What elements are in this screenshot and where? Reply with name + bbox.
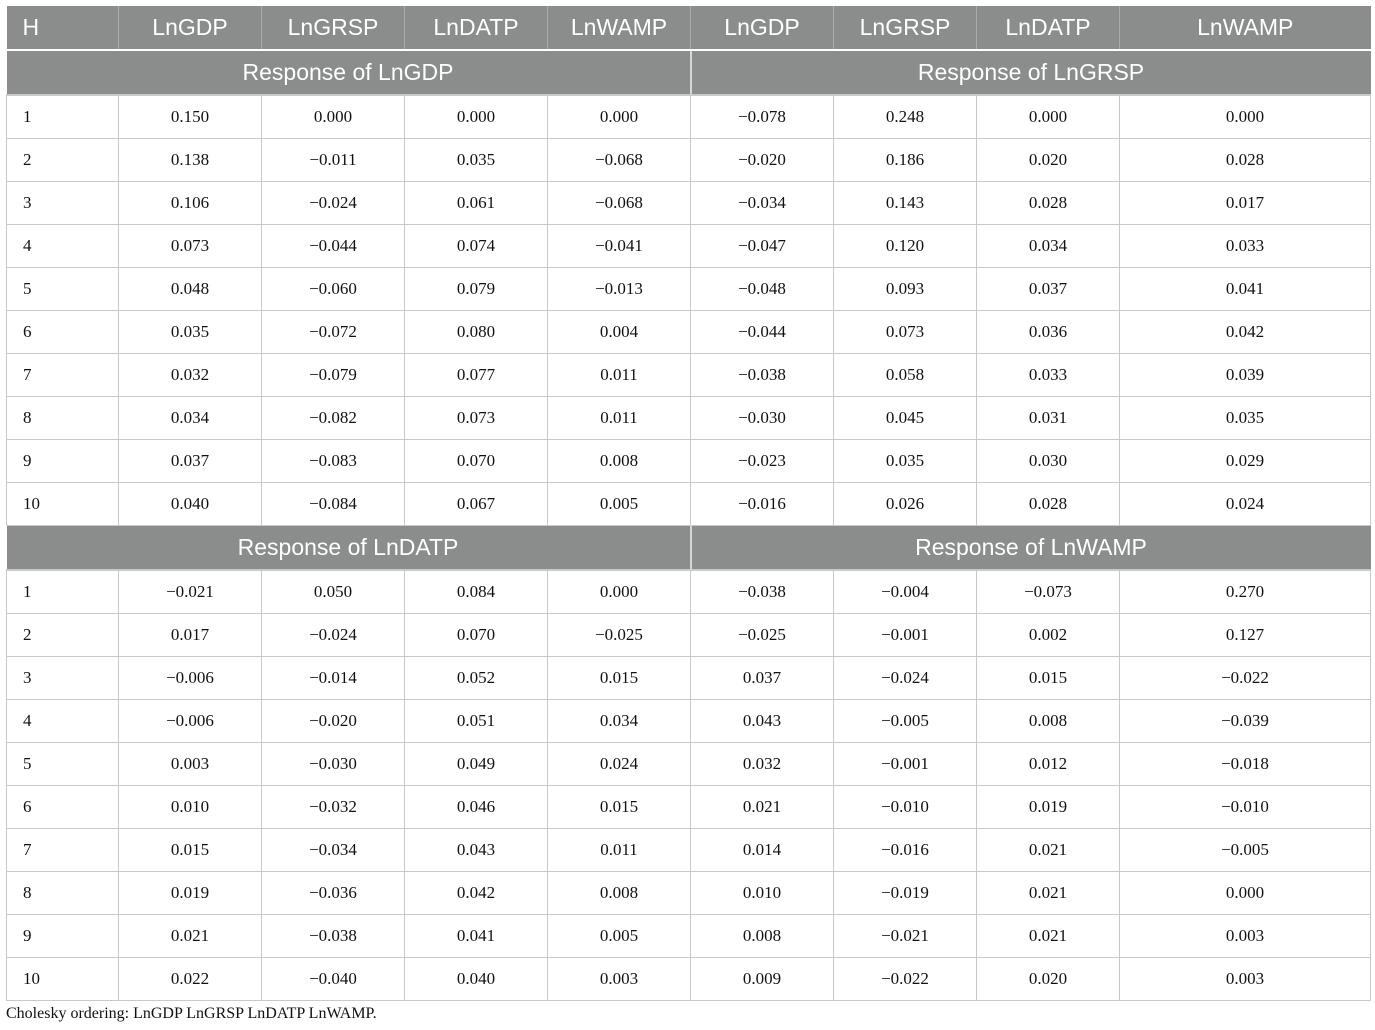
value-cell: 0.073 — [834, 311, 977, 354]
value-cell: −0.010 — [1120, 786, 1371, 829]
value-cell: 0.005 — [548, 483, 691, 526]
value-cell: 0.051 — [405, 700, 548, 743]
value-cell: −0.073 — [977, 570, 1120, 614]
value-cell: 0.058 — [834, 354, 977, 397]
value-cell: 0.041 — [1120, 268, 1371, 311]
value-cell: 0.019 — [977, 786, 1120, 829]
value-cell: 0.028 — [977, 182, 1120, 225]
value-cell: 0.008 — [548, 872, 691, 915]
value-cell: 0.000 — [262, 95, 405, 139]
value-cell: −0.068 — [548, 139, 691, 182]
value-cell: −0.006 — [119, 657, 262, 700]
value-cell: −0.030 — [262, 743, 405, 786]
value-cell: 0.008 — [977, 700, 1120, 743]
horizon-cell: 8 — [7, 397, 119, 440]
value-cell: 0.050 — [262, 570, 405, 614]
section-header-row — [7, 50, 1371, 95]
value-cell: −0.072 — [262, 311, 405, 354]
table-row — [7, 397, 1371, 440]
value-cell: 0.035 — [1120, 397, 1371, 440]
horizon-cell: 5 — [7, 268, 119, 311]
value-cell: 0.021 — [119, 915, 262, 958]
value-cell: 0.002 — [977, 614, 1120, 657]
value-cell: −0.047 — [691, 225, 834, 268]
value-cell: 0.040 — [405, 958, 548, 1001]
value-cell: 0.040 — [119, 483, 262, 526]
value-cell: −0.034 — [262, 829, 405, 872]
horizon-cell: 6 — [7, 786, 119, 829]
horizon-cell: 2 — [7, 614, 119, 657]
column-header-lngrsp-right: LnGRSP — [834, 6, 977, 50]
table-row — [7, 700, 1371, 743]
value-cell: −0.023 — [691, 440, 834, 483]
table-row — [7, 311, 1371, 354]
value-cell: −0.014 — [262, 657, 405, 700]
value-cell: −0.013 — [548, 268, 691, 311]
value-cell: −0.041 — [548, 225, 691, 268]
table-row — [7, 354, 1371, 397]
horizon-cell: 4 — [7, 225, 119, 268]
value-cell: −0.001 — [834, 614, 977, 657]
value-cell: 0.127 — [1120, 614, 1371, 657]
table-row — [7, 743, 1371, 786]
impulse-response-table — [6, 6, 1371, 1001]
section-title-left: Response of LnGDP — [7, 50, 691, 95]
value-cell: −0.024 — [834, 657, 977, 700]
value-cell: 0.005 — [548, 915, 691, 958]
value-cell: −0.068 — [548, 182, 691, 225]
value-cell: −0.038 — [262, 915, 405, 958]
value-cell: 0.079 — [405, 268, 548, 311]
table-row — [7, 139, 1371, 182]
value-cell: 0.052 — [405, 657, 548, 700]
horizon-cell: 1 — [7, 570, 119, 614]
value-cell: 0.106 — [119, 182, 262, 225]
table-body — [7, 50, 1371, 1001]
value-cell: −0.016 — [834, 829, 977, 872]
table-row — [7, 657, 1371, 700]
table-row — [7, 786, 1371, 829]
value-cell: −0.020 — [691, 139, 834, 182]
value-cell: 0.120 — [834, 225, 977, 268]
value-cell: −0.016 — [691, 483, 834, 526]
table-row — [7, 483, 1371, 526]
value-cell: −0.044 — [691, 311, 834, 354]
value-cell: 0.000 — [548, 95, 691, 139]
value-cell: 0.039 — [1120, 354, 1371, 397]
value-cell: 0.019 — [119, 872, 262, 915]
value-cell: 0.270 — [1120, 570, 1371, 614]
value-cell: 0.032 — [119, 354, 262, 397]
value-cell: 0.021 — [977, 829, 1120, 872]
value-cell: −0.025 — [548, 614, 691, 657]
value-cell: 0.048 — [119, 268, 262, 311]
value-cell: −0.021 — [119, 570, 262, 614]
value-cell: −0.024 — [262, 182, 405, 225]
value-cell: 0.036 — [977, 311, 1120, 354]
value-cell: 0.073 — [119, 225, 262, 268]
value-cell: 0.150 — [119, 95, 262, 139]
value-cell: 0.011 — [548, 397, 691, 440]
value-cell: 0.034 — [548, 700, 691, 743]
value-cell: −0.030 — [691, 397, 834, 440]
value-cell: −0.024 — [262, 614, 405, 657]
table-container — [6, 6, 1370, 1001]
column-header-lngrsp-left: LnGRSP — [262, 6, 405, 50]
value-cell: −0.038 — [691, 354, 834, 397]
value-cell: 0.248 — [834, 95, 977, 139]
value-cell: 0.033 — [1120, 225, 1371, 268]
table-row — [7, 958, 1371, 1001]
horizon-cell: 1 — [7, 95, 119, 139]
value-cell: −0.038 — [691, 570, 834, 614]
value-cell: 0.022 — [119, 958, 262, 1001]
value-cell: 0.042 — [1120, 311, 1371, 354]
value-cell: 0.003 — [119, 743, 262, 786]
value-cell: −0.001 — [834, 743, 977, 786]
column-header-lnwamp-right: LnWAMP — [1120, 6, 1371, 50]
value-cell: 0.080 — [405, 311, 548, 354]
value-cell: 0.037 — [691, 657, 834, 700]
value-cell: 0.028 — [977, 483, 1120, 526]
horizon-cell: 4 — [7, 700, 119, 743]
value-cell: 0.041 — [405, 915, 548, 958]
value-cell: 0.011 — [548, 829, 691, 872]
value-cell: −0.022 — [1120, 657, 1371, 700]
value-cell: −0.078 — [691, 95, 834, 139]
value-cell: 0.067 — [405, 483, 548, 526]
value-cell: −0.025 — [691, 614, 834, 657]
value-cell: 0.028 — [1120, 139, 1371, 182]
value-cell: 0.035 — [834, 440, 977, 483]
value-cell: 0.035 — [119, 311, 262, 354]
value-cell: 0.010 — [119, 786, 262, 829]
value-cell: 0.017 — [1120, 182, 1371, 225]
table-row — [7, 829, 1371, 872]
value-cell: −0.010 — [834, 786, 977, 829]
value-cell: 0.000 — [977, 95, 1120, 139]
value-cell: −0.032 — [262, 786, 405, 829]
value-cell: 0.061 — [405, 182, 548, 225]
value-cell: 0.021 — [691, 786, 834, 829]
value-cell: 0.035 — [405, 139, 548, 182]
column-header-row — [7, 6, 1371, 50]
value-cell: −0.044 — [262, 225, 405, 268]
table-row — [7, 95, 1371, 139]
horizon-cell: 2 — [7, 139, 119, 182]
horizon-cell: 6 — [7, 311, 119, 354]
value-cell: 0.073 — [405, 397, 548, 440]
horizon-cell: 9 — [7, 440, 119, 483]
value-cell: 0.046 — [405, 786, 548, 829]
value-cell: 0.015 — [548, 657, 691, 700]
value-cell: 0.000 — [405, 95, 548, 139]
value-cell: −0.022 — [834, 958, 977, 1001]
value-cell: −0.005 — [1120, 829, 1371, 872]
value-cell: 0.077 — [405, 354, 548, 397]
horizon-cell: 10 — [7, 483, 119, 526]
value-cell: 0.049 — [405, 743, 548, 786]
value-cell: 0.037 — [977, 268, 1120, 311]
value-cell: 0.070 — [405, 614, 548, 657]
value-cell: 0.143 — [834, 182, 977, 225]
value-cell: 0.026 — [834, 483, 977, 526]
value-cell: 0.074 — [405, 225, 548, 268]
value-cell: 0.000 — [1120, 872, 1371, 915]
value-cell: 0.020 — [977, 139, 1120, 182]
value-cell: 0.042 — [405, 872, 548, 915]
value-cell: −0.011 — [262, 139, 405, 182]
table-row — [7, 440, 1371, 483]
value-cell: 0.186 — [834, 139, 977, 182]
value-cell: 0.009 — [691, 958, 834, 1001]
section-title-left: Response of LnDATP — [7, 526, 691, 571]
value-cell: −0.060 — [262, 268, 405, 311]
value-cell: 0.138 — [119, 139, 262, 182]
value-cell: −0.083 — [262, 440, 405, 483]
column-header-lngdp-left: LnGDP — [119, 6, 262, 50]
value-cell: −0.048 — [691, 268, 834, 311]
value-cell: 0.012 — [977, 743, 1120, 786]
value-cell: −0.005 — [834, 700, 977, 743]
value-cell: −0.079 — [262, 354, 405, 397]
value-cell: 0.021 — [977, 915, 1120, 958]
horizon-cell: 7 — [7, 354, 119, 397]
value-cell: −0.006 — [119, 700, 262, 743]
value-cell: 0.015 — [548, 786, 691, 829]
column-header-lnwamp-left: LnWAMP — [548, 6, 691, 50]
value-cell: 0.014 — [691, 829, 834, 872]
column-header-lndatp-left: LnDATP — [405, 6, 548, 50]
column-header-lngdp-right: LnGDP — [691, 6, 834, 50]
value-cell: −0.018 — [1120, 743, 1371, 786]
horizon-cell: 9 — [7, 915, 119, 958]
value-cell: 0.043 — [691, 700, 834, 743]
value-cell: 0.021 — [977, 872, 1120, 915]
section-title-right: Response of LnWAMP — [691, 526, 1371, 571]
value-cell: 0.031 — [977, 397, 1120, 440]
value-cell: 0.070 — [405, 440, 548, 483]
value-cell: 0.003 — [548, 958, 691, 1001]
value-cell: 0.004 — [548, 311, 691, 354]
column-header-lndatp-right: LnDATP — [977, 6, 1120, 50]
table-row — [7, 225, 1371, 268]
section-title-right: Response of LnGRSP — [691, 50, 1371, 95]
horizon-cell: 3 — [7, 657, 119, 700]
value-cell: −0.004 — [834, 570, 977, 614]
value-cell: 0.024 — [548, 743, 691, 786]
value-cell: 0.084 — [405, 570, 548, 614]
value-cell: 0.008 — [691, 915, 834, 958]
value-cell: 0.043 — [405, 829, 548, 872]
horizon-cell: 3 — [7, 182, 119, 225]
horizon-cell: 8 — [7, 872, 119, 915]
table-row — [7, 182, 1371, 225]
section-header-row — [7, 526, 1371, 571]
value-cell: 0.000 — [548, 570, 691, 614]
value-cell: −0.039 — [1120, 700, 1371, 743]
value-cell: 0.045 — [834, 397, 977, 440]
value-cell: 0.003 — [1120, 915, 1371, 958]
value-cell: 0.033 — [977, 354, 1120, 397]
value-cell: 0.017 — [119, 614, 262, 657]
value-cell: 0.003 — [1120, 958, 1371, 1001]
value-cell: 0.034 — [119, 397, 262, 440]
value-cell: 0.034 — [977, 225, 1120, 268]
value-cell: 0.010 — [691, 872, 834, 915]
table-row — [7, 915, 1371, 958]
horizon-cell: 10 — [7, 958, 119, 1001]
value-cell: −0.019 — [834, 872, 977, 915]
value-cell: −0.021 — [834, 915, 977, 958]
value-cell: 0.015 — [977, 657, 1120, 700]
table-row — [7, 570, 1371, 614]
table-row — [7, 872, 1371, 915]
table-row — [7, 614, 1371, 657]
horizon-cell: 7 — [7, 829, 119, 872]
value-cell: −0.040 — [262, 958, 405, 1001]
value-cell: 0.030 — [977, 440, 1120, 483]
value-cell: −0.082 — [262, 397, 405, 440]
value-cell: −0.036 — [262, 872, 405, 915]
value-cell: −0.084 — [262, 483, 405, 526]
value-cell: 0.000 — [1120, 95, 1371, 139]
value-cell: 0.093 — [834, 268, 977, 311]
table-row — [7, 268, 1371, 311]
value-cell: −0.034 — [691, 182, 834, 225]
value-cell: 0.020 — [977, 958, 1120, 1001]
value-cell: 0.015 — [119, 829, 262, 872]
value-cell: 0.029 — [1120, 440, 1371, 483]
value-cell: 0.037 — [119, 440, 262, 483]
table-footnote: Cholesky ordering: LnGDP LnGRSP LnDATP LnWAMP. — [6, 1005, 377, 1022]
value-cell: −0.020 — [262, 700, 405, 743]
value-cell: 0.011 — [548, 354, 691, 397]
column-header-h: H — [7, 6, 119, 50]
value-cell: 0.024 — [1120, 483, 1371, 526]
horizon-cell: 5 — [7, 743, 119, 786]
value-cell: 0.032 — [691, 743, 834, 786]
value-cell: 0.008 — [548, 440, 691, 483]
